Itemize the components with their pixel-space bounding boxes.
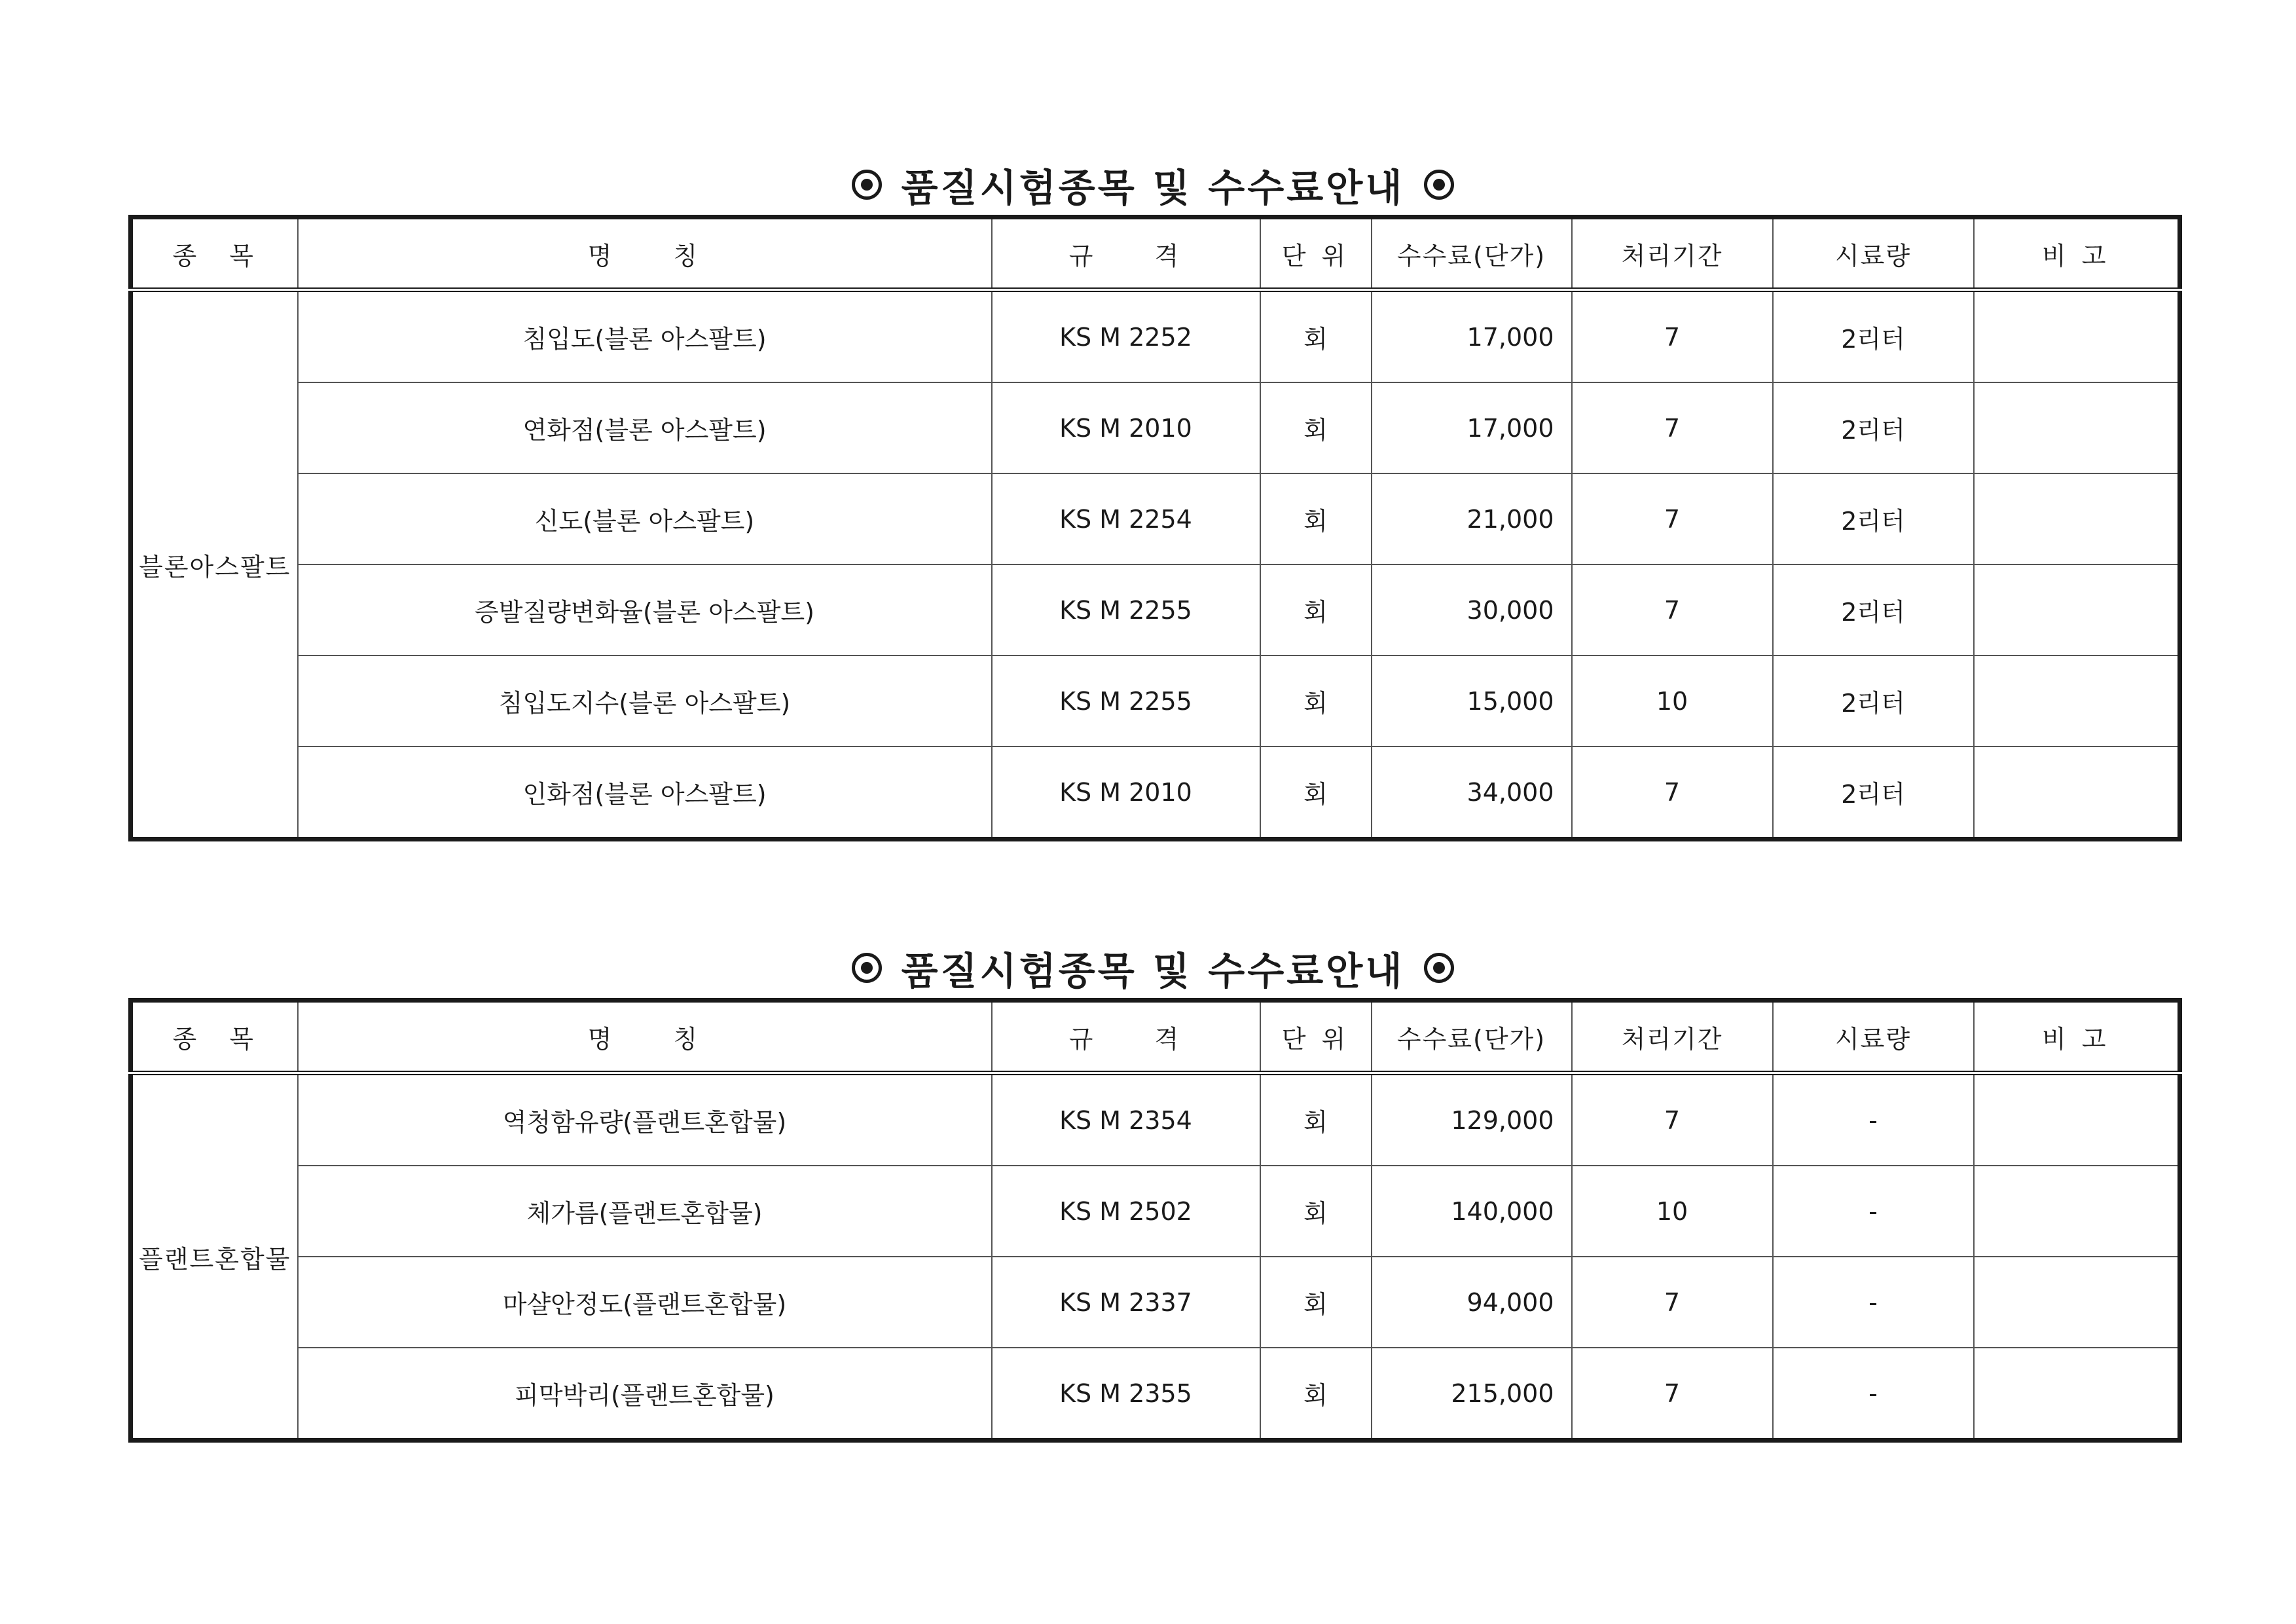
- period-cell: 10: [1572, 655, 1773, 747]
- header-spec: 규 격: [992, 217, 1260, 290]
- name-cell: 피막박리(플랜트혼합물): [298, 1348, 992, 1441]
- name-cell: 연화점(블론 아스팔트): [298, 382, 992, 473]
- fee-cell: 94,000: [1372, 1257, 1572, 1348]
- sample-cell: 2리터: [1773, 473, 1974, 564]
- spec-cell: KS M 2255: [992, 655, 1260, 747]
- header-fee: 수수료(단가): [1372, 217, 1572, 290]
- bullet-circle-icon: [852, 170, 882, 200]
- table-row: [131, 564, 2180, 655]
- sample-cell: 2리터: [1773, 382, 1974, 473]
- header-note: 비 고: [1974, 217, 2180, 290]
- section-title: 품질시험종목 및 수수료안내: [901, 949, 1405, 993]
- spec-cell: KS M 2355: [992, 1348, 1260, 1441]
- spec-cell: KS M 2502: [992, 1166, 1260, 1257]
- unit-cell: 회: [1260, 1166, 1372, 1257]
- fee-cell: 21,000: [1372, 473, 1572, 564]
- unit-cell: 회: [1260, 747, 1372, 840]
- spec-cell: KS M 2254: [992, 473, 1260, 564]
- table-row: [131, 1166, 2180, 1257]
- note-cell: [1974, 382, 2180, 473]
- table-row: [131, 655, 2180, 747]
- spec-cell: KS M 2354: [992, 1073, 1260, 1166]
- note-cell: [1974, 290, 2180, 383]
- sample-cell: 2리터: [1773, 290, 1974, 383]
- unit-cell: 회: [1260, 1348, 1372, 1441]
- section-title: 품질시험종목 및 수수료안내: [901, 166, 1405, 210]
- header-unit: 단 위: [1260, 1001, 1372, 1073]
- sample-cell: -: [1773, 1166, 1974, 1257]
- period-cell: 10: [1572, 1166, 1773, 1257]
- unit-cell: 회: [1260, 1257, 1372, 1348]
- header-sample: 시료량: [1773, 1001, 1974, 1073]
- fee-cell: 129,000: [1372, 1073, 1572, 1166]
- sample-cell: -: [1773, 1257, 1974, 1348]
- header-fee: 수수료(단가): [1372, 1001, 1572, 1073]
- period-cell: 7: [1572, 290, 1773, 383]
- note-cell: [1974, 1073, 2180, 1166]
- name-cell: 인화점(블론 아스팔트): [298, 747, 992, 840]
- fee-cell: 17,000: [1372, 290, 1572, 383]
- sample-cell: 2리터: [1773, 564, 1974, 655]
- table-header-row: [131, 1001, 2180, 1073]
- fee-cell: 30,000: [1372, 564, 1572, 655]
- table-row: [131, 1073, 2180, 1166]
- sample-cell: -: [1773, 1073, 1974, 1166]
- table-row: [131, 290, 2180, 383]
- table-row: [131, 1257, 2180, 1348]
- table-row: [131, 473, 2180, 564]
- note-cell: [1974, 473, 2180, 564]
- note-cell: [1974, 1166, 2180, 1257]
- name-cell: 역청함유량(플랜트혼합물): [298, 1073, 992, 1166]
- header-unit: 단 위: [1260, 217, 1372, 290]
- note-cell: [1974, 655, 2180, 747]
- period-cell: 7: [1572, 1073, 1773, 1166]
- spec-cell: KS M 2010: [992, 382, 1260, 473]
- name-cell: 증발질량변화율(블론 아스팔트): [298, 564, 992, 655]
- period-cell: 7: [1572, 382, 1773, 473]
- fee-cell: 17,000: [1372, 382, 1572, 473]
- period-cell: 7: [1572, 747, 1773, 840]
- table-row: [131, 747, 2180, 840]
- header-name: 명 칭: [298, 217, 992, 290]
- section-title-row: [128, 157, 2178, 212]
- fee-table: [128, 215, 2182, 841]
- spec-cell: KS M 2337: [992, 1257, 1260, 1348]
- note-cell: [1974, 564, 2180, 655]
- name-cell: 마샬안정도(플랜트혼합물): [298, 1257, 992, 1348]
- unit-cell: 회: [1260, 382, 1372, 473]
- sample-cell: 2리터: [1773, 747, 1974, 840]
- fee-cell: 215,000: [1372, 1348, 1572, 1441]
- period-cell: 7: [1572, 1257, 1773, 1348]
- period-cell: 7: [1572, 564, 1773, 655]
- unit-cell: 회: [1260, 655, 1372, 747]
- unit-cell: 회: [1260, 564, 1372, 655]
- fee-table: [128, 998, 2182, 1443]
- note-cell: [1974, 1348, 2180, 1441]
- spec-cell: KS M 2252: [992, 290, 1260, 383]
- header-spec: 규 격: [992, 1001, 1260, 1073]
- spec-cell: KS M 2255: [992, 564, 1260, 655]
- sample-cell: -: [1773, 1348, 1974, 1441]
- header-period: 처리기간: [1572, 217, 1773, 290]
- fee-cell: 15,000: [1372, 655, 1572, 747]
- period-cell: 7: [1572, 473, 1773, 564]
- unit-cell: 회: [1260, 473, 1372, 564]
- bullet-circle-icon: [1424, 170, 1454, 200]
- bullet-circle-icon: [1424, 953, 1454, 983]
- header-category: 종 목: [131, 1001, 298, 1073]
- unit-cell: 회: [1260, 290, 1372, 383]
- header-sample: 시료량: [1773, 217, 1974, 290]
- sample-cell: 2리터: [1773, 655, 1974, 747]
- bullet-circle-icon: [852, 953, 882, 983]
- header-note: 비 고: [1974, 1001, 2180, 1073]
- note-cell: [1974, 747, 2180, 840]
- table-row: [131, 1348, 2180, 1441]
- period-cell: 7: [1572, 1348, 1773, 1441]
- header-name: 명 칭: [298, 1001, 992, 1073]
- section-title-row: [128, 940, 2178, 995]
- spec-cell: KS M 2010: [992, 747, 1260, 840]
- header-period: 처리기간: [1572, 1001, 1773, 1073]
- category-cell: 블론아스팔트: [131, 290, 298, 840]
- category-cell: 플랜트혼합물: [131, 1073, 298, 1441]
- name-cell: 신도(블론 아스팔트): [298, 473, 992, 564]
- table-row: [131, 382, 2180, 473]
- name-cell: 침입도(블론 아스팔트): [298, 290, 992, 383]
- name-cell: 침입도지수(블론 아스팔트): [298, 655, 992, 747]
- table-header-row: [131, 217, 2180, 290]
- unit-cell: 회: [1260, 1073, 1372, 1166]
- fee-cell: 140,000: [1372, 1166, 1572, 1257]
- fee-cell: 34,000: [1372, 747, 1572, 840]
- header-category: 종 목: [131, 217, 298, 290]
- note-cell: [1974, 1257, 2180, 1348]
- name-cell: 체가름(플랜트혼합물): [298, 1166, 992, 1257]
